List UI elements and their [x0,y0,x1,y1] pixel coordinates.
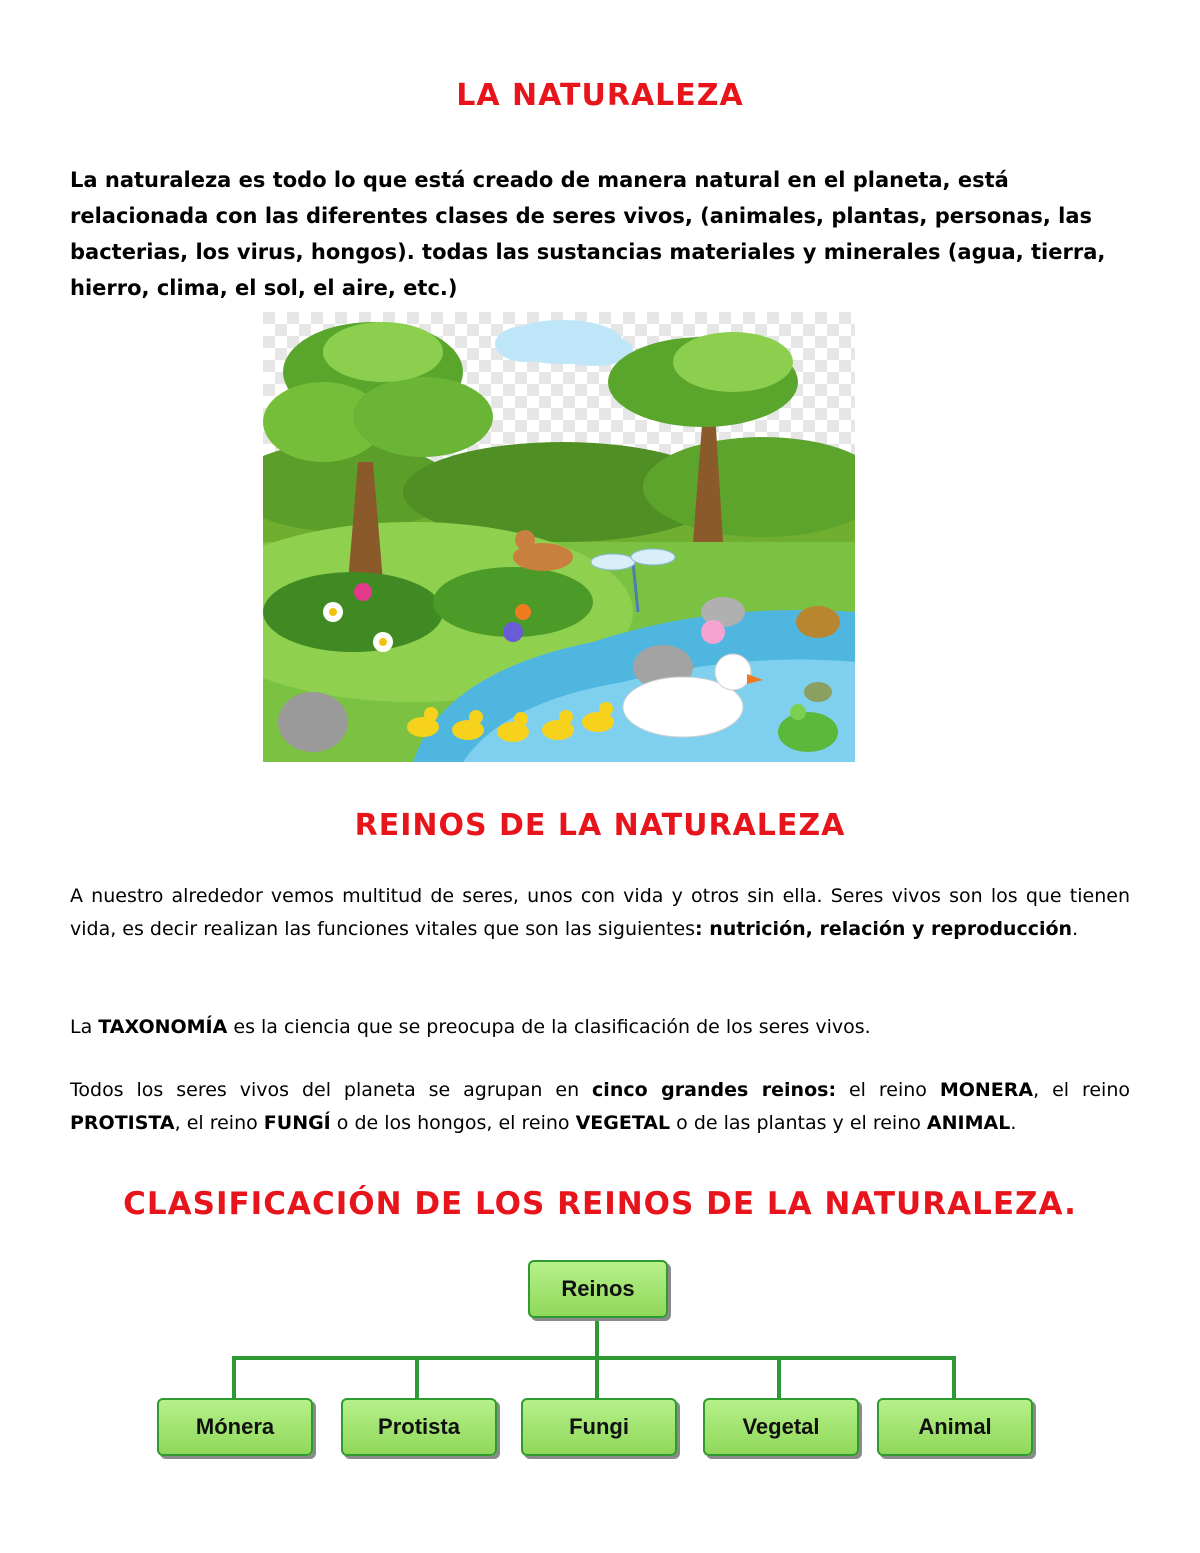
connector-line [952,1356,956,1398]
nature-illustration [263,312,855,762]
page-title: LA NATURALEZA [456,78,744,113]
paragraph-taxonomia: La TAXONOMÍA es la ciencia que se preocupa de la clasificación de los seres vivos. [70,1016,871,1038]
connector-line [595,1314,599,1358]
node-vegetal: Vegetal [703,1398,859,1456]
node-reinos: Reinos [528,1260,668,1318]
connector-line [595,1356,599,1398]
connector-line [777,1356,781,1398]
connector-line [232,1356,236,1398]
paragraph-seres-vivos: A nuestro alrededor vemos multitud de seres, unos con vida y otros sin ella. Seres vivos son los que tienen vida, es decir realizan las funciones vitales que son las siguientes: nutrición, relación y reproducción. [70,885,1130,940]
paragraph-cinco-reinos: Todos los seres vivos del planeta se agrupan en cinco grandes reinos: el reino MONERA, el reino PROTISTA, el reino FUNGÍ o de los hongos, el reino VEGETAL o de las plantas y el reino ANIMAL. [70,1079,1130,1134]
connector-line [232,1356,956,1360]
intro-paragraph: La naturaleza es todo lo que está creado de manera natural en el planeta, está relacionada con las diferentes clases de seres vivos, (animales, plantas, personas, las bacterias, los virus, hongos). todas las sustancias materiales y minerales (agua, tierra, hierro, clima, el sol, el aire, etc.) [70,168,1106,300]
section-title-clasificacion: CLASIFICACIÓN DE LOS REINOS DE LA NATURALEZA. [123,1186,1077,1222]
node-monera: Mónera [157,1398,313,1456]
node-fungi: Fungi [521,1398,677,1456]
node-protista: Protista [341,1398,497,1456]
node-animal: Animal [877,1398,1033,1456]
connector-line [415,1356,419,1398]
section-title-reinos: REINOS DE LA NATURALEZA [354,808,846,843]
